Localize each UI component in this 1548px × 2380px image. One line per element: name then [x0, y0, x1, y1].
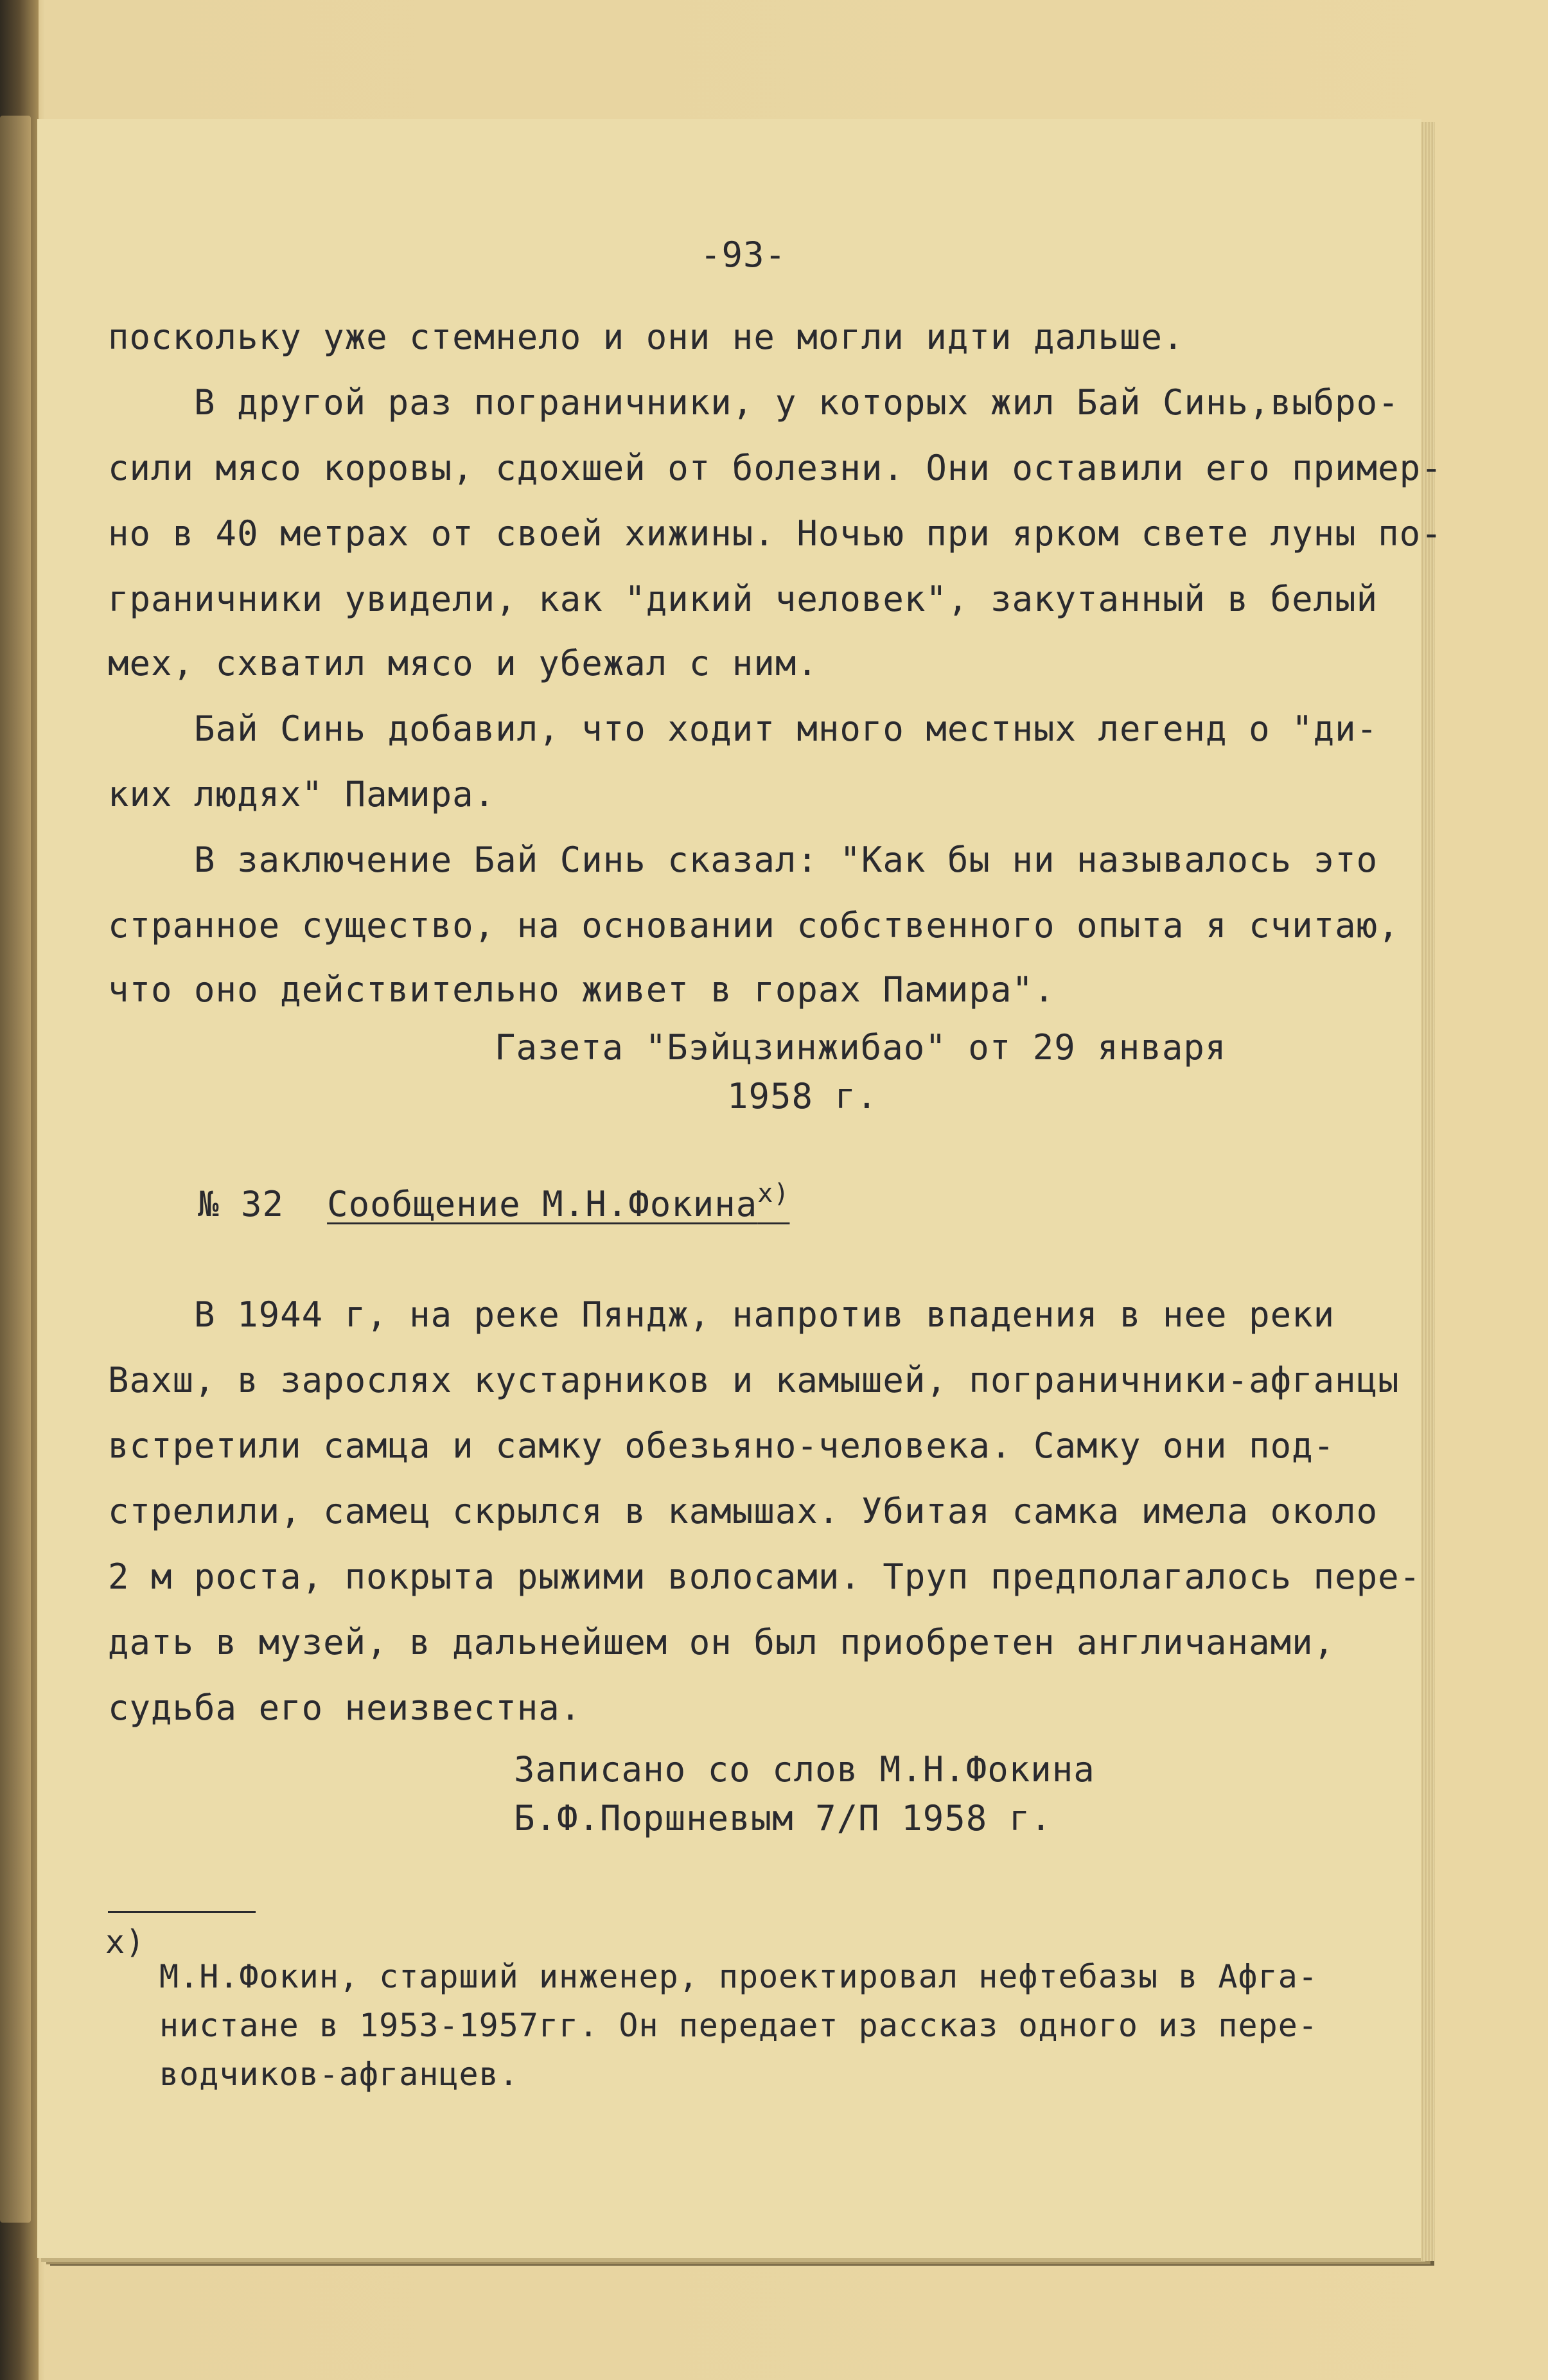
source-citation-line: 1958 г. [727, 1076, 878, 1116]
body-line: судьба его неизвестна. [108, 1688, 582, 1728]
body-line: сили мясо коровы, сдохшей от болезни. Они оставили его пример- [108, 448, 1443, 488]
footnote-mark: x) [757, 1179, 790, 1208]
body-line: Бай Синь добавил, что ходит много местных легенд о "ди- [108, 709, 1378, 749]
body-line: В другой раз пограничники, у которых жил Бай Синь,выбро- [108, 382, 1400, 423]
footnote-line: нистане в 1953-1957гг. Он передает рассказ одного из пере- [159, 2007, 1318, 2044]
body-line: граничники увидели, как "дикий человек", закутанный в белый [108, 579, 1378, 619]
body-line: В заключение Бай Синь сказал: "Как бы ни называлось это [108, 840, 1378, 880]
body-line: что оно действительно живет в горах Памира". [108, 969, 1055, 1010]
body-line: 2 м роста, покрыта рыжими волосами. Труп предполагалось пере- [108, 1556, 1421, 1597]
footnote-divider [108, 1911, 256, 1913]
body-line: ких людях" Памира. [108, 774, 496, 815]
section-heading [198, 1179, 790, 1224]
footnote-line: М.Н.Фокин, старший инженер, проектировал нефтебазы в Афга- [159, 1958, 1318, 1995]
body-line: Вахш, в зарослях кустарников и камышей, пограничники-афганцы [108, 1360, 1400, 1400]
body-line: но в 40 метрах от своей хижины. Ночью при ярком свете луны по- [108, 513, 1443, 554]
source-citation-line: Газета "Бэйцзинжибао" от 29 января [495, 1027, 1227, 1068]
body-line: встретили самца и самку обезьяно-человека. Самку они под- [108, 1425, 1335, 1466]
body-line: дать в музей, в дальнейшем он был приобретен англичанами, [108, 1622, 1335, 1662]
source-citation-line: Записано со слов М.Н.Фокина [514, 1749, 1095, 1790]
source-citation-line: Б.Ф.Поршневым 7/П 1958 г. [514, 1798, 1052, 1838]
footnote-line: водчиков-афганцев. [159, 2056, 519, 2093]
footnote-marker: x) [105, 1923, 146, 1961]
section-title: Сообщение М.Н.Фокина$^{x)}$ [327, 1179, 790, 1224]
section-number: № 32 [198, 1184, 285, 1224]
page-number: -93- [700, 234, 787, 275]
body-line: В 1944 г, на реке Пяндж, напротив впадения в нее реки [108, 1294, 1335, 1335]
body-line: стрелили, самец скрылся в камышах. Убитая самка имела около [108, 1491, 1378, 1531]
body-line: мех, схватил мясо и убежал с ним. [108, 643, 818, 683]
body-line: странное существо, на основании собственного опыта я считаю, [108, 905, 1400, 946]
body-line: поскольку уже стемнело и они не могли идти дальше. [108, 317, 1184, 357]
